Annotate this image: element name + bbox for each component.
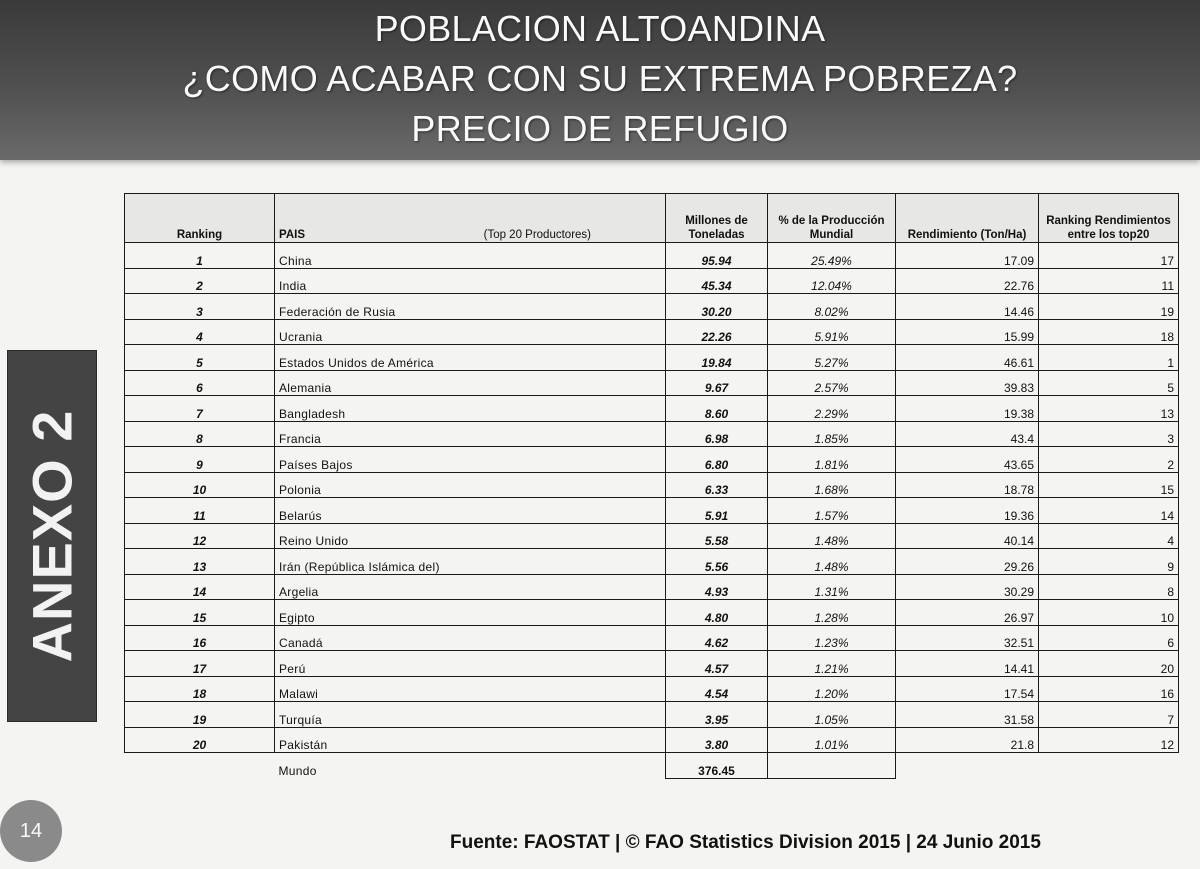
cell-rendimiento: 32.51 [896, 625, 1039, 651]
cell-pais: Países Bajos [275, 447, 666, 473]
table-row [125, 268, 1179, 294]
header-rendimiento: Rendimiento (Ton/Ha) [896, 194, 1039, 243]
cell-ranking-rendimiento: 9 [1039, 549, 1179, 575]
cell-pais: Polonia [275, 472, 666, 498]
cell-rendimiento: 31.58 [896, 702, 1039, 728]
annex-side-tab [7, 350, 97, 722]
cell-pais: Argelia [275, 574, 666, 600]
header-ranking-rendimientos: Ranking Rendimientos entre los top20 [1039, 194, 1179, 243]
table-row [125, 549, 1179, 575]
cell-rendimiento: 18.78 [896, 472, 1039, 498]
cell-pais: Federación de Rusia [275, 294, 666, 320]
cell-ranking: 15 [125, 600, 275, 626]
cell-porcentaje: 1.81% [768, 447, 896, 473]
cell-ranking: 9 [125, 447, 275, 473]
cell-rendimiento: 26.97 [896, 600, 1039, 626]
table-row [125, 676, 1179, 702]
cell-porcentaje: 2.29% [768, 396, 896, 422]
cell-rendimiento: 43.65 [896, 447, 1039, 473]
cell-rendimiento: 15.99 [896, 319, 1039, 345]
cell-ranking-rendimiento: 19 [1039, 294, 1179, 320]
cell-pais: Canadá [275, 625, 666, 651]
cell-world-label: Mundo [278, 764, 317, 778]
cell-porcentaje: 1.05% [768, 702, 896, 728]
cell-empty [896, 753, 1039, 779]
cell-pais: Pakistán [275, 727, 666, 753]
cell-porcentaje: 1.23% [768, 625, 896, 651]
table-row [125, 727, 1179, 753]
cell-rendimiento: 21.8 [896, 727, 1039, 753]
cell-rendimiento: 17.09 [896, 243, 1039, 269]
cell-ranking: 12 [125, 523, 275, 549]
cell-ranking: 14 [125, 574, 275, 600]
cell-ranking-rendimiento: 14 [1039, 498, 1179, 524]
header-title-line-1: POBLACION ALTOANDINA [374, 8, 826, 49]
cell-porcentaje: 1.48% [768, 549, 896, 575]
table-row [125, 447, 1179, 473]
table-row [125, 625, 1179, 651]
cell-pais: Turquía [275, 702, 666, 728]
cell-pais: Alemania [275, 370, 666, 396]
cell-porcentaje: 1.68% [768, 472, 896, 498]
cell-porcentaje: 1.31% [768, 574, 896, 600]
cell-ranking: 20 [125, 727, 275, 753]
cell-pais: Bangladesh [275, 396, 666, 422]
header-pais-subtitle: (Top 20 Productores) [483, 229, 591, 241]
source-footer: Fuente: FAOSTAT | © FAO Statistics Division 2015 | 24 Junio 2015 [450, 832, 1041, 853]
cell-ranking-rendimiento: 3 [1039, 421, 1179, 447]
table-row [125, 651, 1179, 677]
cell-ranking-rendimiento: 12 [1039, 727, 1179, 753]
cell-millones: 4.93 [666, 574, 768, 600]
cell-porcentaje: 1.48% [768, 523, 896, 549]
cell-porcentaje: 12.04% [768, 268, 896, 294]
table-row [125, 498, 1179, 524]
cell-ranking-rendimiento: 7 [1039, 702, 1179, 728]
table-row [125, 600, 1179, 626]
table-row [125, 319, 1179, 345]
cell-millones: 4.54 [666, 676, 768, 702]
cell-ranking: 19 [125, 702, 275, 728]
world-total-row [125, 753, 1179, 779]
cell-ranking-rendimiento: 1 [1039, 345, 1179, 371]
header-ranking: Ranking [125, 194, 275, 243]
cell-pais: Perú [275, 651, 666, 677]
cell-ranking-rendimiento: 10 [1039, 600, 1179, 626]
cell-porcentaje: 25.49% [768, 243, 896, 269]
cell-ranking-rendimiento: 2 [1039, 447, 1179, 473]
cell-millones: 19.84 [666, 345, 768, 371]
cell-ranking-rendimiento: 16 [1039, 676, 1179, 702]
cell-rendimiento: 14.46 [896, 294, 1039, 320]
cell-rendimiento: 19.36 [896, 498, 1039, 524]
cell-porcentaje: 1.21% [768, 651, 896, 677]
cell-millones: 8.60 [666, 396, 768, 422]
cell-ranking-rendimiento: 6 [1039, 625, 1179, 651]
cell-millones: 30.20 [666, 294, 768, 320]
cell-ranking: 1 [125, 243, 275, 269]
cell-rendimiento: 29.26 [896, 549, 1039, 575]
cell-pais: China [275, 243, 666, 269]
header-porcentaje: % de la Producción Mundial [768, 194, 896, 243]
table-header-row [125, 194, 1179, 243]
cell-porcentaje: 8.02% [768, 294, 896, 320]
cell-ranking: 13 [125, 549, 275, 575]
annex-label: ANEXO 2 [20, 409, 84, 663]
cell-ranking: 5 [125, 345, 275, 371]
cell-empty [125, 753, 275, 779]
cell-pais: Reino Unido [275, 523, 666, 549]
table-row [125, 523, 1179, 549]
slide-header [0, 0, 1200, 160]
cell-millones: 5.58 [666, 523, 768, 549]
cell-ranking-rendimiento: 11 [1039, 268, 1179, 294]
table-row [125, 345, 1179, 371]
cell-millones: 6.33 [666, 472, 768, 498]
cell-rendimiento: 39.83 [896, 370, 1039, 396]
cell-ranking: 18 [125, 676, 275, 702]
cell-pais: Francia [275, 421, 666, 447]
cell-ranking-rendimiento: 15 [1039, 472, 1179, 498]
table-row [125, 574, 1179, 600]
cell-pais: Irán (República Islámica del) [275, 549, 666, 575]
cell-ranking: 16 [125, 625, 275, 651]
cell-ranking-rendimiento: 18 [1039, 319, 1179, 345]
cell-empty [1039, 753, 1179, 779]
page-number: 14 [0, 800, 62, 862]
cell-pais: Malawi [275, 676, 666, 702]
table-row [125, 421, 1179, 447]
cell-millones: 6.98 [666, 421, 768, 447]
cell-millones: 45.34 [666, 268, 768, 294]
cell-porcentaje: 1.28% [768, 600, 896, 626]
cell-pais: Estados Unidos de América [275, 345, 666, 371]
cell-rendimiento: 17.54 [896, 676, 1039, 702]
header-title-line-3: PRECIO DE REFUGIO [411, 108, 789, 149]
cell-porcentaje: 1.01% [768, 727, 896, 753]
cell-millones: 5.91 [666, 498, 768, 524]
cell-millones: 95.94 [666, 243, 768, 269]
cell-ranking-rendimiento: 20 [1039, 651, 1179, 677]
cell-millones: 3.95 [666, 702, 768, 728]
cell-ranking: 8 [125, 421, 275, 447]
table-row [125, 702, 1179, 728]
cell-ranking: 7 [125, 396, 275, 422]
cell-empty [768, 753, 896, 779]
header-pais-label: PAIS [279, 229, 305, 241]
cell-ranking: 4 [125, 319, 275, 345]
cell-pais: Egipto [275, 600, 666, 626]
cell-porcentaje: 1.57% [768, 498, 896, 524]
cell-millones: 3.80 [666, 727, 768, 753]
cell-millones: 9.67 [666, 370, 768, 396]
cell-rendimiento: 22.76 [896, 268, 1039, 294]
cell-porcentaje: 5.91% [768, 319, 896, 345]
production-table [124, 193, 1178, 779]
cell-ranking: 10 [125, 472, 275, 498]
table-row [125, 243, 1179, 269]
cell-rendimiento: 43.4 [896, 421, 1039, 447]
cell-ranking-rendimiento: 4 [1039, 523, 1179, 549]
cell-rendimiento: 19.38 [896, 396, 1039, 422]
cell-rendimiento: 30.29 [896, 574, 1039, 600]
cell-porcentaje: 2.57% [768, 370, 896, 396]
cell-rendimiento: 46.61 [896, 345, 1039, 371]
cell-pais: India [275, 268, 666, 294]
cell-ranking: 6 [125, 370, 275, 396]
cell-pais: Ucrania [275, 319, 666, 345]
cell-millones: 4.80 [666, 600, 768, 626]
cell-millones: 6.80 [666, 447, 768, 473]
cell-millones: 22.26 [666, 319, 768, 345]
cell-ranking: 3 [125, 294, 275, 320]
table-row [125, 294, 1179, 320]
cell-ranking-rendimiento: 17 [1039, 243, 1179, 269]
cell-millones: 5.56 [666, 549, 768, 575]
cell-porcentaje: 5.27% [768, 345, 896, 371]
header-title-line-2: ¿COMO ACABAR CON SU EXTREMA POBREZA? [182, 58, 1018, 99]
cell-porcentaje: 1.85% [768, 421, 896, 447]
cell-ranking: 17 [125, 651, 275, 677]
cell-rendimiento: 40.14 [896, 523, 1039, 549]
cell-porcentaje: 1.20% [768, 676, 896, 702]
header-millones: Millones de Toneladas [666, 194, 768, 243]
cell-ranking-rendimiento: 8 [1039, 574, 1179, 600]
cell-rendimiento: 14.41 [896, 651, 1039, 677]
cell-pais: Belarús [275, 498, 666, 524]
cell-millones: 4.57 [666, 651, 768, 677]
cell-ranking: 11 [125, 498, 275, 524]
header-pais [275, 194, 666, 243]
table-row [125, 396, 1179, 422]
cell-ranking-rendimiento: 13 [1039, 396, 1179, 422]
cell-millones: 4.62 [666, 625, 768, 651]
cell-ranking: 2 [125, 268, 275, 294]
table-row [125, 370, 1179, 396]
cell-world-millones: 376.45 [666, 753, 768, 779]
cell-ranking-rendimiento: 5 [1039, 370, 1179, 396]
table-row [125, 472, 1179, 498]
